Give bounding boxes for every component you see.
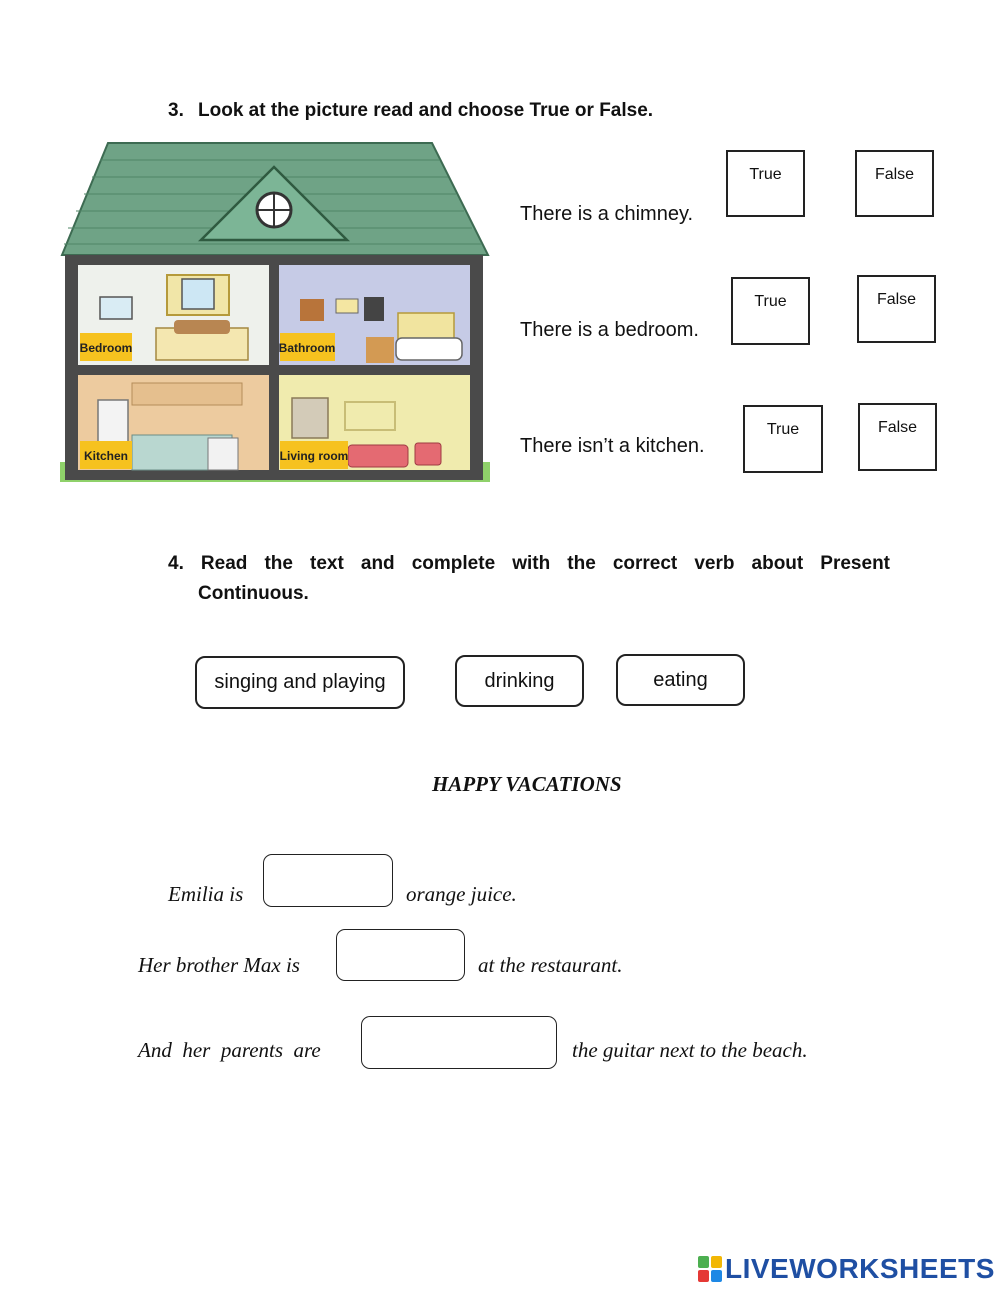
logo-square: [711, 1256, 722, 1268]
house-illustration: [60, 140, 490, 485]
bathroom-label: Bathroom: [278, 341, 336, 355]
sentence-2-end: at the restaurant.: [478, 953, 623, 977]
sentence-1-start: Emilia is: [168, 882, 244, 906]
instruction-word: with: [512, 553, 551, 574]
word-bank-singing-and-playing[interactable]: singing and playing: [195, 656, 405, 709]
instruction-word: the: [264, 553, 293, 574]
answer-blank-1[interactable]: [263, 854, 393, 907]
question-number: 4.: [168, 553, 184, 574]
sentence-3-start: And her parents are: [138, 1038, 321, 1062]
word-bank-eating[interactable]: eating: [616, 654, 745, 706]
liveworksheets-logo: [698, 1253, 995, 1285]
kitchen-label: Kitchen: [83, 449, 129, 463]
answer-blank-3[interactable]: [361, 1016, 557, 1069]
question-4-title-continued: Continuous.: [198, 583, 309, 604]
instruction-word: verb: [694, 553, 735, 574]
instruction-word: and: [360, 553, 395, 574]
sentence-1-end: orange juice.: [406, 882, 517, 906]
question-4-title: [168, 553, 890, 575]
story-title: HAPPY VACATIONS: [432, 772, 622, 796]
logo-square: [698, 1256, 709, 1268]
true-choice-bedroom[interactable]: True: [731, 277, 810, 345]
false-choice-chimney[interactable]: False: [855, 150, 934, 217]
word-bank-drinking[interactable]: drinking: [455, 655, 584, 707]
question-text: Look at the picture read and choose True or False.: [198, 100, 654, 121]
logo-square: [698, 1270, 709, 1282]
false-choice-bedroom[interactable]: False: [857, 275, 936, 343]
instruction-word: about: [751, 553, 804, 574]
sentence-2-start: Her brother Max is: [138, 953, 300, 977]
question-number: 3.: [168, 100, 184, 121]
living-room-label: Living room: [279, 449, 349, 463]
bedroom-label: Bedroom: [79, 341, 133, 355]
statement-kitchen: There isn’t a kitchen.: [520, 435, 705, 457]
answer-blank-2[interactable]: [336, 929, 465, 981]
statement-bedroom: There is a bedroom.: [520, 319, 699, 341]
instruction-word: correct: [612, 553, 678, 574]
instruction-word: the: [567, 553, 596, 574]
logo-text: LIVEWORKSHEETS: [725, 1253, 995, 1284]
instruction-word: Read: [200, 553, 248, 574]
logo-grid-icon: [698, 1256, 722, 1282]
true-choice-chimney[interactable]: True: [726, 150, 805, 217]
statement-chimney: There is a chimney.: [520, 203, 694, 225]
true-choice-kitchen[interactable]: True: [743, 405, 823, 473]
instruction-word: complete: [411, 553, 496, 574]
sentence-3-end: the guitar next to the beach.: [572, 1038, 808, 1062]
question-3-title: [168, 100, 653, 122]
instruction-word: text: [310, 553, 344, 574]
logo-square: [711, 1270, 722, 1282]
false-choice-kitchen[interactable]: False: [858, 403, 937, 471]
instruction-word: Present: [820, 553, 890, 574]
